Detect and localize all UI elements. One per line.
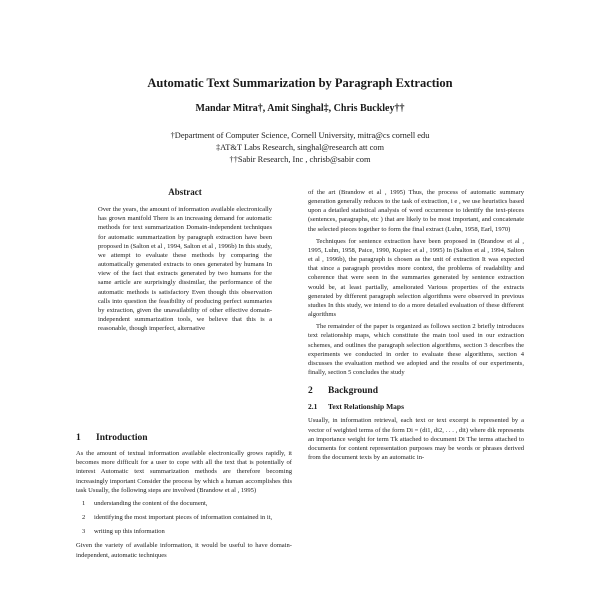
- subsection-heading: [308, 402, 524, 411]
- list-item: 1 understanding the content of the document,: [82, 499, 208, 507]
- abstract-block: [98, 188, 272, 333]
- introduction-heading: [76, 434, 292, 443]
- section-title: Background: [328, 386, 378, 397]
- abstract-text: Over the years, the amount of information available electronically has grown manifold There is an increasing demand for automatic methods for text summarization Domain-independent techniques for automatic summarization by paragraph extraction have been proposed in (Salton et al , 1994, Salton et al , 1996b) In this study, we attempt to evaluate these methods by comparing the automatically generated extracts to ones generated by humans In view of the fact that extracts generated by two humans for the same article are surprisingly dissimilar, the performance of the automatic methods is satisfactory Even though this observation calls into question the feasibility of producing perfect summaries by extraction, given the unavailability of other effective domain-independent summarization tools, we believe that this is a reasonable, though imperfect, alternative: [98, 206, 272, 333]
- introduction-paragraph-2: Given the variety of available information, it would be useful to have domain-independent, automatic techniques: [76, 542, 292, 559]
- paper-title: Automatic Text Summarization by Paragraph Extraction: [147, 76, 453, 90]
- right-column: [308, 188, 524, 462]
- section-number: 1: [76, 433, 81, 443]
- introduction-block: [76, 424, 292, 560]
- section-title: Introduction: [96, 433, 148, 443]
- background-heading: [308, 387, 524, 396]
- list-item: 2 identifying the most important pieces of information contained in it,: [82, 514, 273, 522]
- right-paragraph-1: of the art (Brandow et al , 1995) Thus, the process of automatic summary generation generally reduces to the task of extraction, i e , we use heuristics based upon a detailed statistical analysis of word occurrence to identify the text-pieces (sentences, paragraphs, etc ) that are likely to be most important, and concatenate the selected pieces together to form the final extract (Luhn, 1958, Earl, 1970): [308, 189, 524, 233]
- section-number: 2: [308, 386, 313, 397]
- list-item: 3 writing up this information: [82, 528, 165, 536]
- paper-authors: Mandar Mitra†, Amit Singhal‡, Chris Buckley††: [195, 103, 405, 114]
- affiliation-att: ‡AT&T Labs Research, singhal@research att com: [215, 143, 385, 152]
- subsection-number: 2.1: [308, 402, 318, 412]
- steps-list: [76, 499, 292, 536]
- right-paragraph-4: Usually, in information retrieval, each text or text excerpt is represented by a vector of weighted terms of the form Di = (di1, di2, . . . , dit) where dik represents an importance weight for term Tk attached to document Di The terms attached to documents for content representation purposes may be words or phrases derived from the document texts by an automatic in-: [308, 417, 524, 462]
- introduction-paragraph: As the amount of textual information available electronically grows rapidly, it becomes more difficult for a user to cope with all the text that is potentially of interest Automatic text summarization methods are therefore becoming increasingly important Consider the process by which a human accomplishes this task Usually, the following steps are involved (Brandow et al , 1995): [76, 450, 292, 494]
- right-paragraph-2: Techniques for sentence extraction have been proposed in (Brandow et al , 1995, Luhn, 1958, Paice, 1990, Kupiec et al , 1995) In (Salton et al , 1994, Salton et al , 1996b), the paragraph is chosen as the unit of extraction It was expected that since a paragraph provides more context, the problems of readability and coherence that were seen in the summaries generated by sentence extraction would be, at least partially, ameliorated Various properties of the extracts generated by different paragraph selection algorithms were observed in previous studies In this study, we intend to do a more detailed evaluation of these different algorithms: [308, 237, 524, 319]
- affiliation-sabir: ††Sabir Research, Inc , chrisb@sabir com: [229, 155, 371, 164]
- subsection-title: Text Relationship Maps: [328, 402, 404, 412]
- right-paragraph-3: The remainder of the paper is organized as follows section 2 briefly introduces text relationship maps, which constitute the main tool used in our extraction schemes, and outlines the paragraph selection algorithms, section 3 describes the experiments we conducted in order to evaluate these algorithms, section 4 discusses the evaluation method we adopted and the results of our experiments, finally, section 5 concludes the study: [308, 323, 524, 376]
- affiliation-cornell: †Department of Computer Science, Cornell University, mitra@cs cornell edu: [170, 131, 430, 140]
- abstract-heading: Abstract: [168, 187, 202, 197]
- affiliations: [0, 130, 600, 166]
